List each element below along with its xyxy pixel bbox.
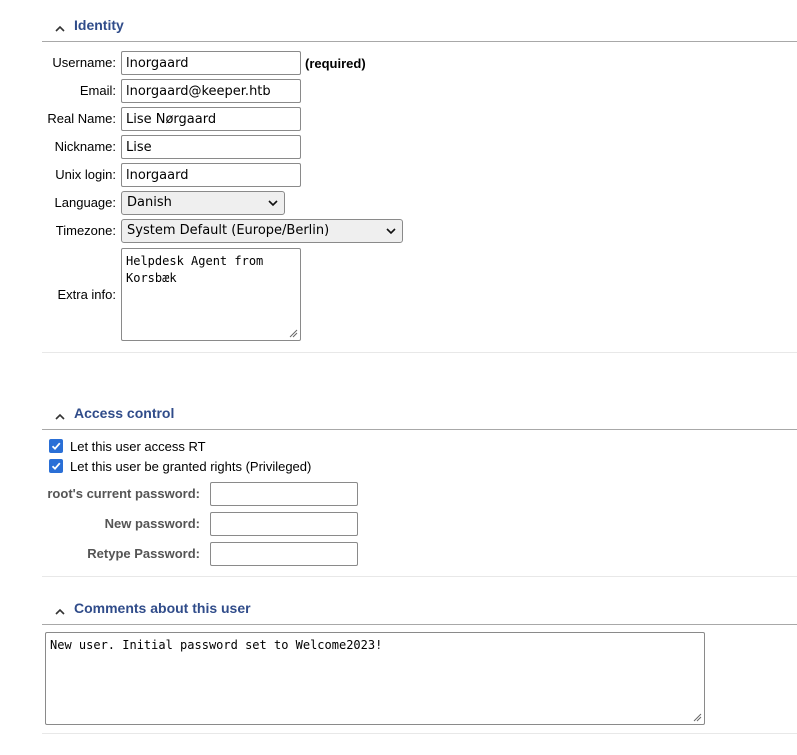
checkmark-icon (50, 440, 62, 452)
chevron-up-icon[interactable] (53, 605, 67, 617)
comments-section-divider (42, 733, 797, 734)
access-rt-checkbox[interactable] (49, 439, 63, 453)
new-password-label: New password: (104, 516, 200, 531)
extra-info-label: Extra info: (57, 287, 116, 302)
privileged-label[interactable]: Let this user be granted rights (Privileged) (70, 459, 312, 474)
identity-section-header[interactable] (42, 15, 797, 42)
language-select[interactable] (121, 191, 285, 215)
identity-section-title: Identity (74, 17, 124, 33)
nickname-input[interactable] (121, 135, 301, 159)
resize-grip-icon[interactable] (288, 328, 298, 338)
identity-section-divider (42, 352, 797, 353)
username-required-note: (required) (305, 56, 366, 71)
chevron-up-icon[interactable] (53, 410, 67, 422)
username-label: Username: (52, 55, 116, 70)
email-label: Email: (79, 83, 116, 98)
timezone-selected-value: System Default (Europe/Berlin) (127, 223, 330, 238)
privileged-checkbox[interactable] (49, 459, 63, 473)
chevron-up-icon[interactable] (53, 22, 67, 34)
comments-section-title: Comments about this user (74, 600, 251, 616)
checkmark-icon (50, 460, 62, 472)
extra-info-textarea[interactable] (121, 248, 301, 341)
language-selected-value: Danish (127, 195, 172, 210)
timezone-select[interactable] (121, 219, 403, 243)
unix-login-input[interactable] (121, 163, 301, 187)
access-control-section-title: Access control (74, 405, 175, 421)
language-label: Language: (54, 195, 116, 210)
retype-password-input[interactable] (210, 542, 358, 566)
current-password-label: root's current password: (47, 486, 200, 501)
chevron-down-icon (386, 228, 396, 235)
access-control-section-header[interactable] (42, 403, 797, 430)
current-password-input[interactable] (210, 482, 358, 506)
real-name-input[interactable] (121, 107, 301, 131)
comments-section-header[interactable] (42, 598, 797, 625)
timezone-label: Timezone: (55, 223, 116, 238)
email-input[interactable] (121, 79, 301, 103)
access-control-section-divider (42, 576, 797, 577)
username-input[interactable] (121, 51, 301, 75)
access-rt-label[interactable]: Let this user access RT (70, 439, 206, 454)
unix-login-label: Unix login: (55, 167, 116, 182)
resize-grip-icon[interactable] (692, 712, 702, 722)
real-name-label: Real Name: (47, 111, 116, 126)
comments-textarea[interactable] (45, 632, 705, 725)
chevron-down-icon (268, 200, 278, 207)
nickname-label: Nickname: (54, 139, 116, 154)
retype-password-label: Retype Password: (87, 546, 200, 561)
new-password-input[interactable] (210, 512, 358, 536)
